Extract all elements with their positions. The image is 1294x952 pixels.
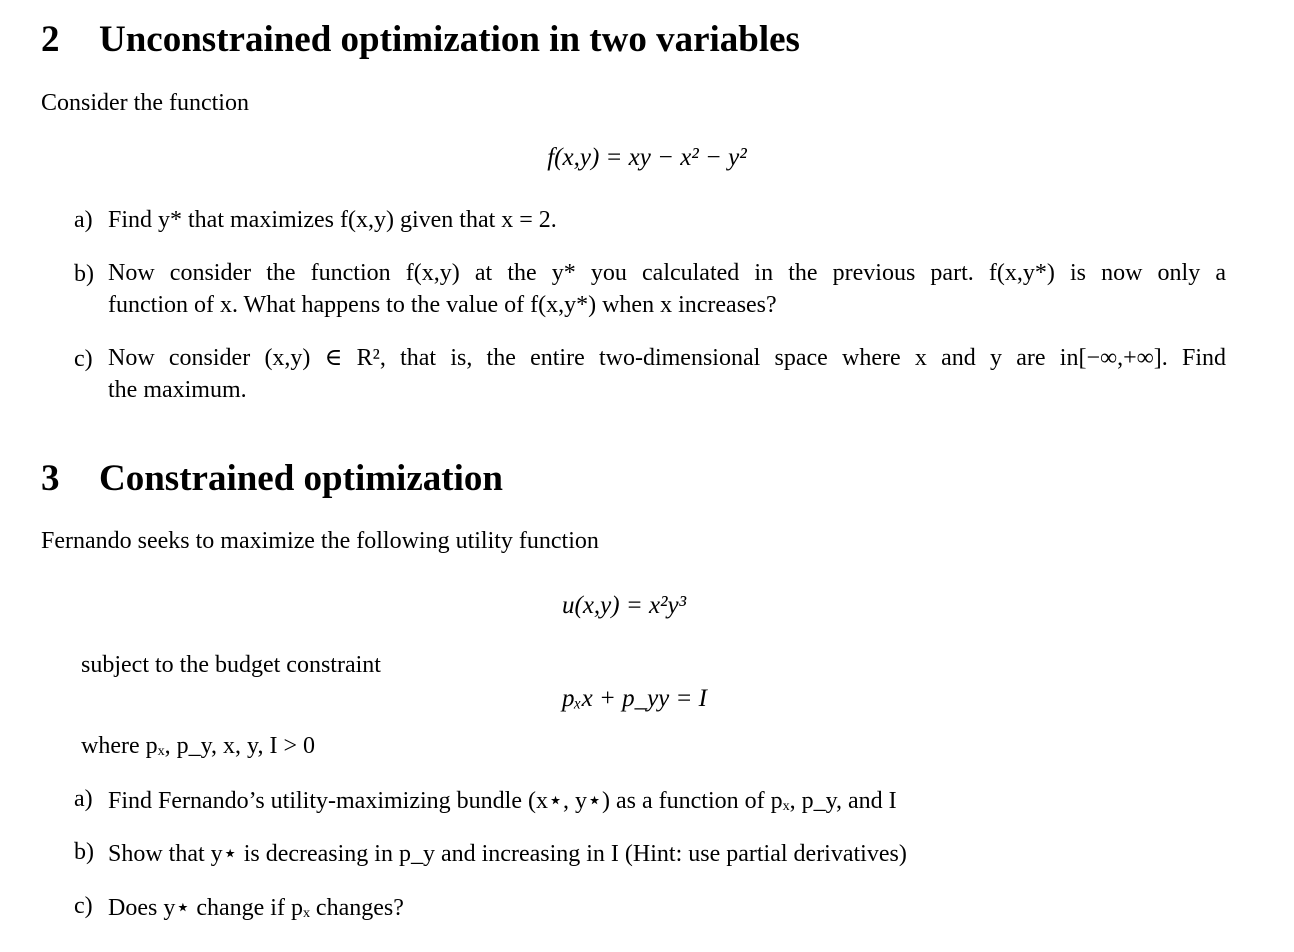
section-2-title: Unconstrained optimization in two variables [99,19,800,60]
constraint-label: subject to the budget constraint [81,652,381,678]
equation-budget: pₓx + p_yy = I [562,685,707,712]
section-2-intro: Consider the function [41,90,249,116]
section-3-number: 3 [41,458,60,499]
item-3a-label: a) [74,786,93,812]
item-3a-text: Find Fernando’s utility-maximizing bundle (x⋆, y⋆) as a function of pₓ, p_y, and I [108,788,897,814]
where-text: where pₓ, p_y, x, y, I > 0 [81,733,315,759]
item-3b-label: b) [74,839,94,865]
section-3-title: Constrained optimization [99,458,503,499]
item-2b-text [108,257,1226,321]
section-3-intro: Fernando seeks to maximize the following utility function [41,528,599,554]
item-2b-line-1: Now consider the function f(x,y) at the y* you calculated in the previous part. f(x,y*) is now only a [108,260,1226,286]
item-3c-text: Does y⋆ change if pₓ changes? [108,895,404,921]
item-2c-label: c) [74,346,93,372]
item-2a-text: Find y* that maximizes f(x,y) given that x = 2. [108,207,557,233]
equation-u: u(x,y) = x²y³ [562,592,687,619]
item-3c-label: c) [74,893,93,919]
item-3b-text: Show that y⋆ is decreasing in p_y and increasing in I (Hint: use partial derivatives) [108,841,907,867]
item-2c-text [108,342,1226,406]
equation-f: f(x,y) = xy − x² − y² [547,144,747,171]
section-2-number: 2 [41,19,60,60]
item-2b-line-2: function of x. What happens to the value of f(x,y*) when x increases? [108,292,777,318]
item-2c-line-2: the maximum. [108,377,247,403]
item-2a-label: a) [74,207,93,233]
item-2b-label: b) [74,261,94,287]
item-2c-line-1: Now consider (x,y) ∈ R², that is, the entire two-dimensional space where x and y are in[−∞,+∞]. Find [108,345,1226,371]
